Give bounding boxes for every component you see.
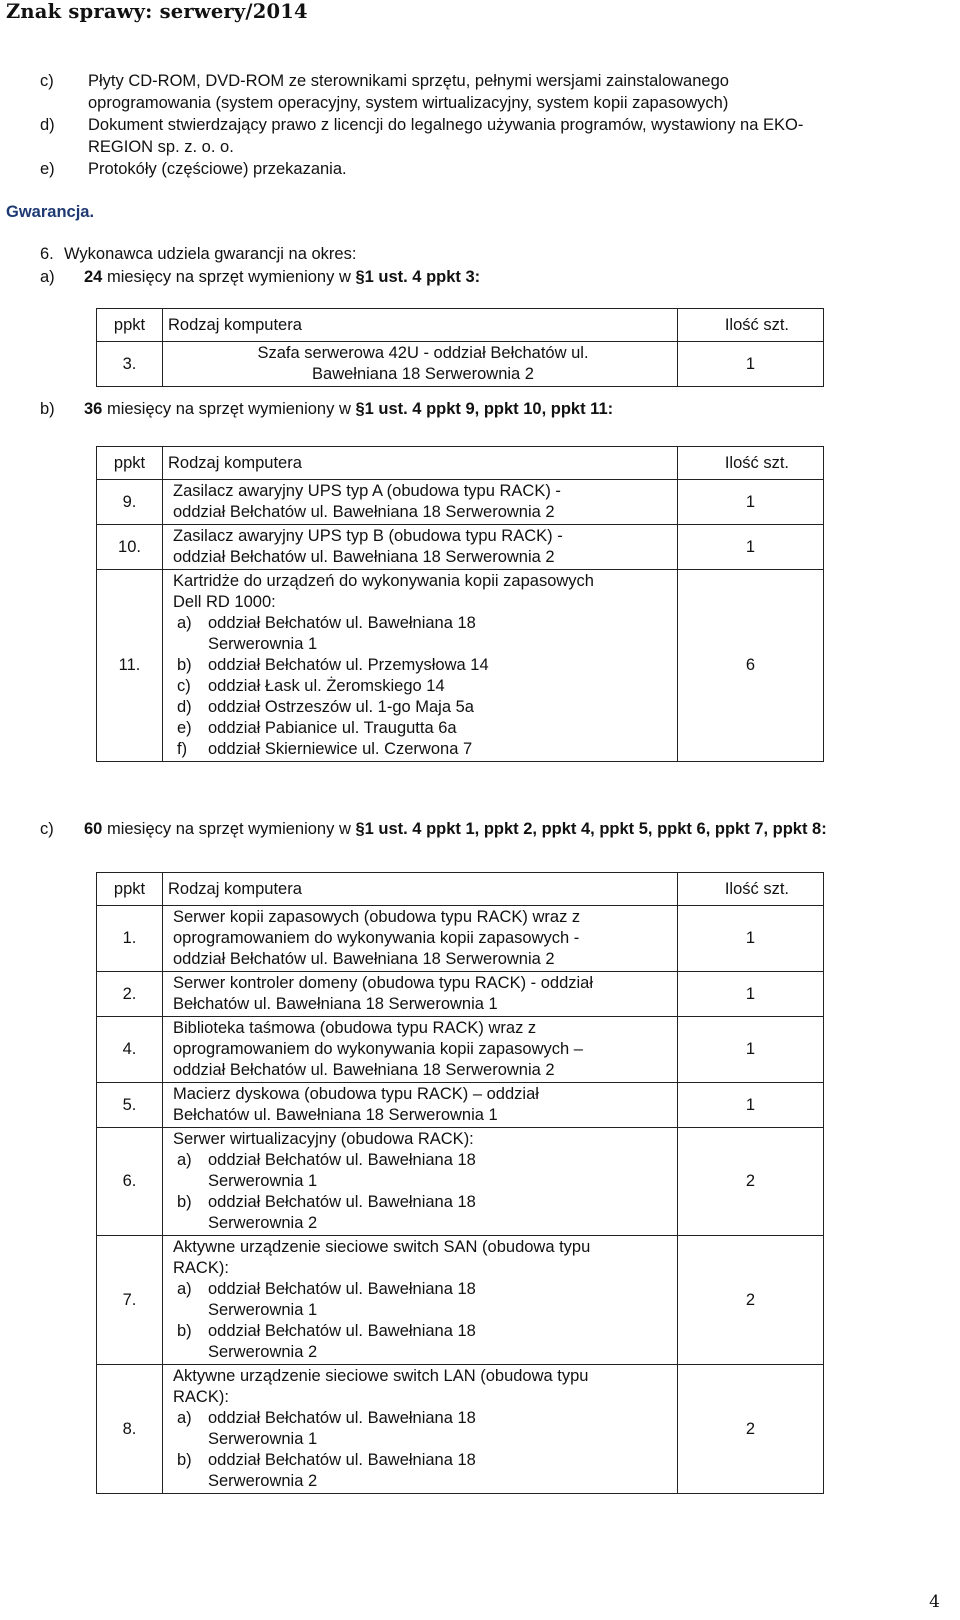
warranty-period-a — [40, 268, 480, 287]
row-description — [163, 525, 678, 570]
description-line: Szafa serwerowa 42U - oddział Bełchatów ul. — [257, 344, 589, 362]
row-quantity: 1 — [678, 525, 824, 570]
location-text: Serwerownia 1 — [208, 635, 318, 653]
location-label: a) — [177, 1280, 192, 1298]
row-number: 2. — [97, 972, 163, 1017]
row-quantity: 6 — [678, 570, 824, 762]
equipment-table-36-months — [96, 446, 824, 762]
column-header-qty: Ilość szt. — [678, 447, 824, 480]
item-label: c) — [40, 72, 54, 90]
table-row — [97, 1017, 824, 1083]
row-quantity: 1 — [678, 906, 824, 972]
period-label: b) — [40, 400, 55, 418]
location-text: oddział Bełchatów ul. Bawełniana 18 — [208, 1193, 476, 1211]
table-row — [97, 906, 824, 972]
item-text-line: Płyty CD-ROM, DVD-ROM ze sterownikami sprzętu, pełnymi wersjami zainstalowanego — [88, 72, 729, 90]
location-label: b) — [177, 1322, 192, 1340]
item-text-line: Dokument stwierdzający prawo z licencji do legalnego używania programów, wystawiony na EKO- — [88, 116, 804, 134]
location-label: a) — [177, 1151, 192, 1169]
location-item — [173, 655, 673, 676]
description-line: Serwer kopii zapasowych (obudowa typu RACK) wraz z — [173, 908, 581, 926]
description-line: Bełchatów ul. Bawełniana 18 Serwerownia 1 — [173, 1106, 498, 1124]
page-number: 4 — [929, 1592, 940, 1612]
row-number: 5. — [97, 1083, 163, 1128]
location-text: oddział Pabianice ul. Traugutta 6a — [208, 719, 457, 737]
row-quantity: 1 — [678, 480, 824, 525]
location-item — [173, 1321, 673, 1342]
equipment-table-24-months — [96, 308, 824, 387]
column-header-ppkt: ppkt — [97, 309, 163, 342]
row-quantity: 1 — [678, 342, 824, 387]
row-number: 3. — [97, 342, 163, 387]
table-row — [97, 1083, 824, 1128]
row-quantity: 1 — [678, 1017, 824, 1083]
description-line: RACK): — [173, 1259, 229, 1277]
location-label: e) — [177, 719, 192, 737]
column-header-type: Rodzaj komputera — [163, 447, 678, 480]
row-quantity: 1 — [678, 1083, 824, 1128]
description-line: oddział Bełchatów ul. Bawełniana 18 Serwerownia 2 — [173, 503, 555, 521]
location-item — [173, 1450, 673, 1471]
location-label: a) — [177, 614, 192, 632]
period-months: 24 — [84, 268, 103, 286]
location-text: oddział Bełchatów ul. Bawełniana 18 — [208, 1451, 476, 1469]
location-text: oddział Łask ul. Żeromskiego 14 — [208, 677, 445, 695]
location-text: oddział Skierniewice ul. Czerwona 7 — [208, 740, 473, 758]
period-text: miesięcy na sprzęt wymieniony w — [102, 400, 356, 418]
column-header-ppkt: ppkt — [97, 447, 163, 480]
location-item — [173, 613, 673, 634]
location-text: Serwerownia 2 — [208, 1214, 318, 1232]
description-line: Macierz dyskowa (obudowa typu RACK) – oddział — [173, 1085, 539, 1103]
period-months: 60 — [84, 820, 103, 838]
description-line: Dell RD 1000: — [173, 593, 276, 611]
location-item — [173, 718, 673, 739]
period-reference: §1 ust. 4 ppkt 9, ppkt 10, ppkt 11: — [355, 400, 614, 418]
item-label: d) — [40, 116, 55, 134]
table-header-row — [97, 873, 824, 906]
location-item-continuation — [173, 1300, 673, 1321]
row-description — [163, 972, 678, 1017]
row-description — [163, 1017, 678, 1083]
case-number-title: Znak sprawy: serwery/2014 — [6, 0, 308, 23]
table-row — [97, 342, 824, 387]
location-item-continuation — [173, 1171, 673, 1192]
description-line: Biblioteka taśmowa (obudowa typu RACK) wraz z — [173, 1019, 537, 1037]
period-reference: §1 ust. 4 ppkt 1, ppkt 2, ppkt 4, ppkt 5, ppkt 6, ppkt 7, ppkt 8: — [355, 820, 827, 838]
row-description — [163, 1128, 678, 1236]
location-text: Serwerownia 2 — [208, 1343, 318, 1361]
equipment-table-60-months — [96, 872, 824, 1494]
table-row — [97, 972, 824, 1017]
description-line: Aktywne urządzenie sieciowe switch SAN (obudowa typu — [173, 1238, 591, 1256]
row-description — [163, 1083, 678, 1128]
row-description — [163, 1236, 678, 1365]
location-label: b) — [177, 1193, 192, 1211]
row-description — [163, 1365, 678, 1494]
delivery-items-list — [40, 70, 945, 180]
row-description — [163, 342, 678, 387]
item-text-line: REGION sp. z. o. o. — [88, 138, 234, 156]
table-header-row — [97, 447, 824, 480]
location-text: oddział Bełchatów ul. Bawełniana 18 — [208, 1151, 476, 1169]
period-reference: §1 ust. 4 ppkt 3: — [355, 268, 481, 286]
row-number: 10. — [97, 525, 163, 570]
column-header-ppkt: ppkt — [97, 873, 163, 906]
description-line: Aktywne urządzenie sieciowe switch LAN (obudowa typu — [173, 1367, 589, 1385]
location-text: oddział Ostrzeszów ul. 1-go Maja 5a — [208, 698, 474, 716]
row-number: 4. — [97, 1017, 163, 1083]
location-item-continuation — [173, 1342, 673, 1363]
description-line: Zasilacz awaryjny UPS typ A (obudowa typu RACK) - — [173, 482, 561, 500]
description-line: Bełchatów ul. Bawełniana 18 Serwerownia 1 — [173, 995, 498, 1013]
row-number: 6. — [97, 1128, 163, 1236]
row-number: 9. — [97, 480, 163, 525]
row-quantity: 2 — [678, 1365, 824, 1494]
warranty-heading: Gwarancja. — [6, 203, 95, 221]
table-row — [97, 1236, 824, 1365]
period-months: 36 — [84, 400, 103, 418]
location-label: c) — [177, 677, 191, 695]
row-quantity: 2 — [678, 1128, 824, 1236]
description-line: oddział Bełchatów ul. Bawełniana 18 Serwerownia 2 — [173, 950, 555, 968]
row-number: 1. — [97, 906, 163, 972]
description-line: Bawełniana 18 Serwerownia 2 — [312, 365, 534, 383]
row-quantity: 1 — [678, 972, 824, 1017]
description-line: RACK): — [173, 1388, 229, 1406]
row-number: 8. — [97, 1365, 163, 1494]
table-row — [97, 480, 824, 525]
location-text: oddział Bełchatów ul. Bawełniana 18 — [208, 614, 476, 632]
location-text: oddział Bełchatów ul. Bawełniana 18 — [208, 1409, 476, 1427]
item-label: e) — [40, 160, 55, 178]
description-line: Kartridże do urządzeń do wykonywania kopii zapasowych — [173, 572, 594, 590]
table-row — [97, 1365, 824, 1494]
table-header-row — [97, 309, 824, 342]
item-text-line: Protokóły (częściowe) przekazania. — [88, 160, 347, 178]
row-quantity: 2 — [678, 1236, 824, 1365]
location-item — [173, 1150, 673, 1171]
column-header-type: Rodzaj komputera — [163, 873, 678, 906]
period-label: a) — [40, 268, 55, 286]
table-row — [97, 1128, 824, 1236]
warranty-period-b — [40, 400, 613, 419]
location-text: Serwerownia 2 — [208, 1472, 318, 1490]
period-text: miesięcy na sprzęt wymieniony w — [102, 268, 356, 286]
description-line: Serwer wirtualizacyjny (obudowa RACK): — [173, 1130, 474, 1148]
warranty-period-c — [40, 820, 827, 839]
location-item — [173, 697, 673, 718]
description-line: Serwer kontroler domeny (obudowa typu RACK) - oddział — [173, 974, 594, 992]
location-text: oddział Bełchatów ul. Bawełniana 18 — [208, 1280, 476, 1298]
location-label: d) — [177, 698, 192, 716]
column-header-qty: Ilość szt. — [678, 873, 824, 906]
delivery-item-d — [40, 114, 945, 158]
row-number: 11. — [97, 570, 163, 762]
description-line: oprogramowaniem do wykonywania kopii zapasowych - — [173, 929, 580, 947]
period-text: miesięcy na sprzęt wymieniony w — [102, 820, 356, 838]
point-text: Wykonawca udziela gwarancji na okres: — [64, 245, 357, 263]
table-row — [97, 525, 824, 570]
row-number: 7. — [97, 1236, 163, 1365]
location-label: b) — [177, 656, 192, 674]
location-label: b) — [177, 1451, 192, 1469]
location-text: oddział Bełchatów ul. Bawełniana 18 — [208, 1322, 476, 1340]
description-line: Zasilacz awaryjny UPS typ B (obudowa typu RACK) - — [173, 527, 563, 545]
description-line: oprogramowaniem do wykonywania kopii zapasowych – — [173, 1040, 583, 1058]
location-label: a) — [177, 1409, 192, 1427]
location-item-continuation — [173, 1213, 673, 1234]
location-text: Serwerownia 1 — [208, 1301, 318, 1319]
description-line: oddział Bełchatów ul. Bawełniana 18 Serwerownia 2 — [173, 548, 555, 566]
location-text: oddział Bełchatów ul. Przemysłowa 14 — [208, 656, 489, 674]
location-label: f) — [177, 740, 188, 758]
location-item — [173, 1279, 673, 1300]
location-item — [173, 1408, 673, 1429]
row-description — [163, 570, 678, 762]
location-item — [173, 676, 673, 697]
description-line: oddział Bełchatów ul. Bawełniana 18 Serwerownia 2 — [173, 1061, 555, 1079]
column-header-qty: Ilość szt. — [678, 309, 824, 342]
point-number: 6. — [40, 245, 54, 263]
column-header-type: Rodzaj komputera — [163, 309, 678, 342]
location-text: Serwerownia 1 — [208, 1172, 318, 1190]
row-description — [163, 906, 678, 972]
row-description — [163, 480, 678, 525]
location-item — [173, 739, 673, 760]
location-item-continuation — [173, 1471, 673, 1492]
period-label: c) — [40, 820, 54, 838]
delivery-item-c — [40, 70, 945, 114]
warranty-point — [40, 245, 356, 264]
location-item-continuation — [173, 634, 673, 655]
item-text-line: oprogramowania (system operacyjny, system wirtualizacyjny, system kopii zapasowych) — [88, 94, 729, 112]
table-row — [97, 570, 824, 762]
location-text: Serwerownia 1 — [208, 1430, 318, 1448]
location-item — [173, 1192, 673, 1213]
delivery-item-e — [40, 158, 945, 180]
location-item-continuation — [173, 1429, 673, 1450]
